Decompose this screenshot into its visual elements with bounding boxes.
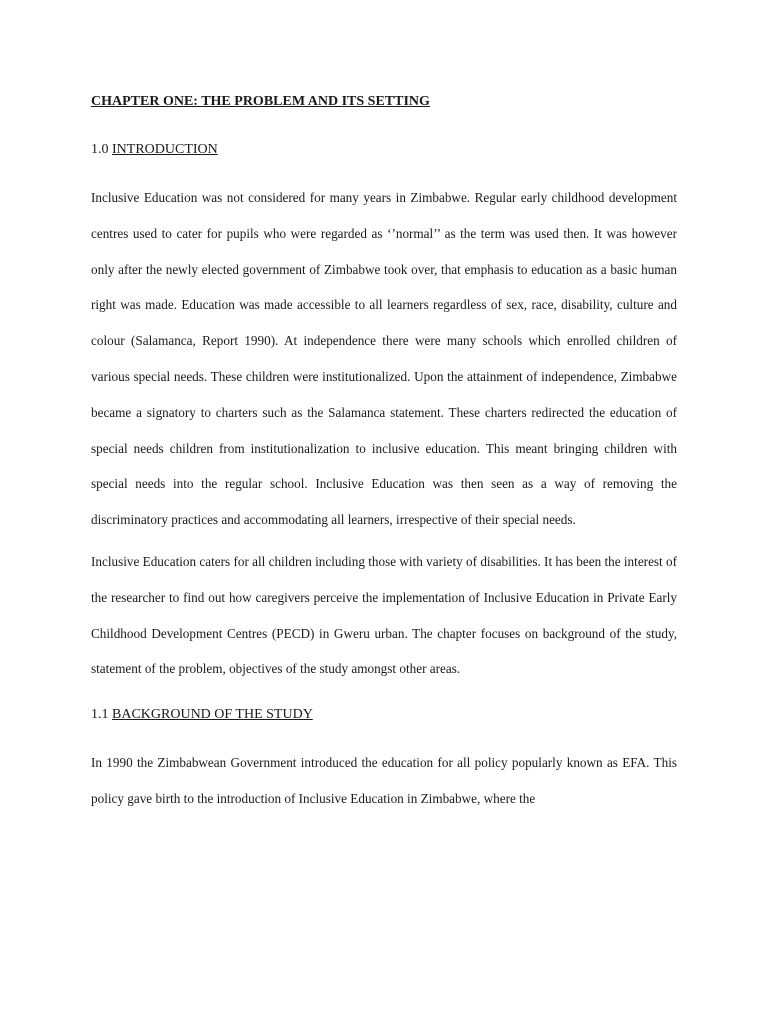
introduction-paragraph-2: Inclusive Education caters for all children including those with variety of disabilities. It has been the interest of the researcher to find out how caregivers perceive the implementation of Inclusive Education in Private Early Childhood Development Centres (PECD) in Gweru urban. The chapter focuses on background of the study, statement of the problem, objectives of the study amongst other areas. (91, 553, 677, 677)
background-paragraph-1: In 1990 the Zimbabwean Government introduced the education for all policy popularly known as EFA. This policy gave birth to the introduction of Inclusive Education in Zimbabwe, where the (91, 755, 677, 806)
section-title: INTRODUCTION (112, 142, 218, 157)
introduction-paragraph-1: Inclusive Education was not considered for many years in Zimbabwe. Regular early childhood development centres used to cater for pupils who were regarded as ‘’normal’’ as the term was used then. It was however only after the newly elected government of Zimbabwe took over, that emphasis to education as a basic human right was made. Education was made accessible to all learners regardless of sex, race, disability, culture and colour (Salamanca, Report 1990). At independence there were many schools which enrolled children of various special needs. These children were institutionalized. Upon the attainment of independence, Zimbabwe became a signatory to charters such as the Salamanca statement. These charters redirected the education of special needs children from institutionalization to inclusive education. This meant bringing children with special needs into the regular school. Inclusive Education was then seen as a way of removing the discriminatory practices and accommodating all learners, irrespective of their special needs. (91, 190, 677, 528)
section-title: BACKGROUND OF THE STUDY (112, 707, 313, 723)
document-page (91, 88, 677, 817)
section-heading-introduction (91, 136, 677, 164)
section-heading-background (91, 701, 677, 729)
section-number: 1.1 (91, 707, 109, 723)
chapter-title: CHAPTER ONE: THE PROBLEM AND ITS SETTING (91, 94, 430, 109)
section-number: 1.0 (91, 142, 109, 157)
